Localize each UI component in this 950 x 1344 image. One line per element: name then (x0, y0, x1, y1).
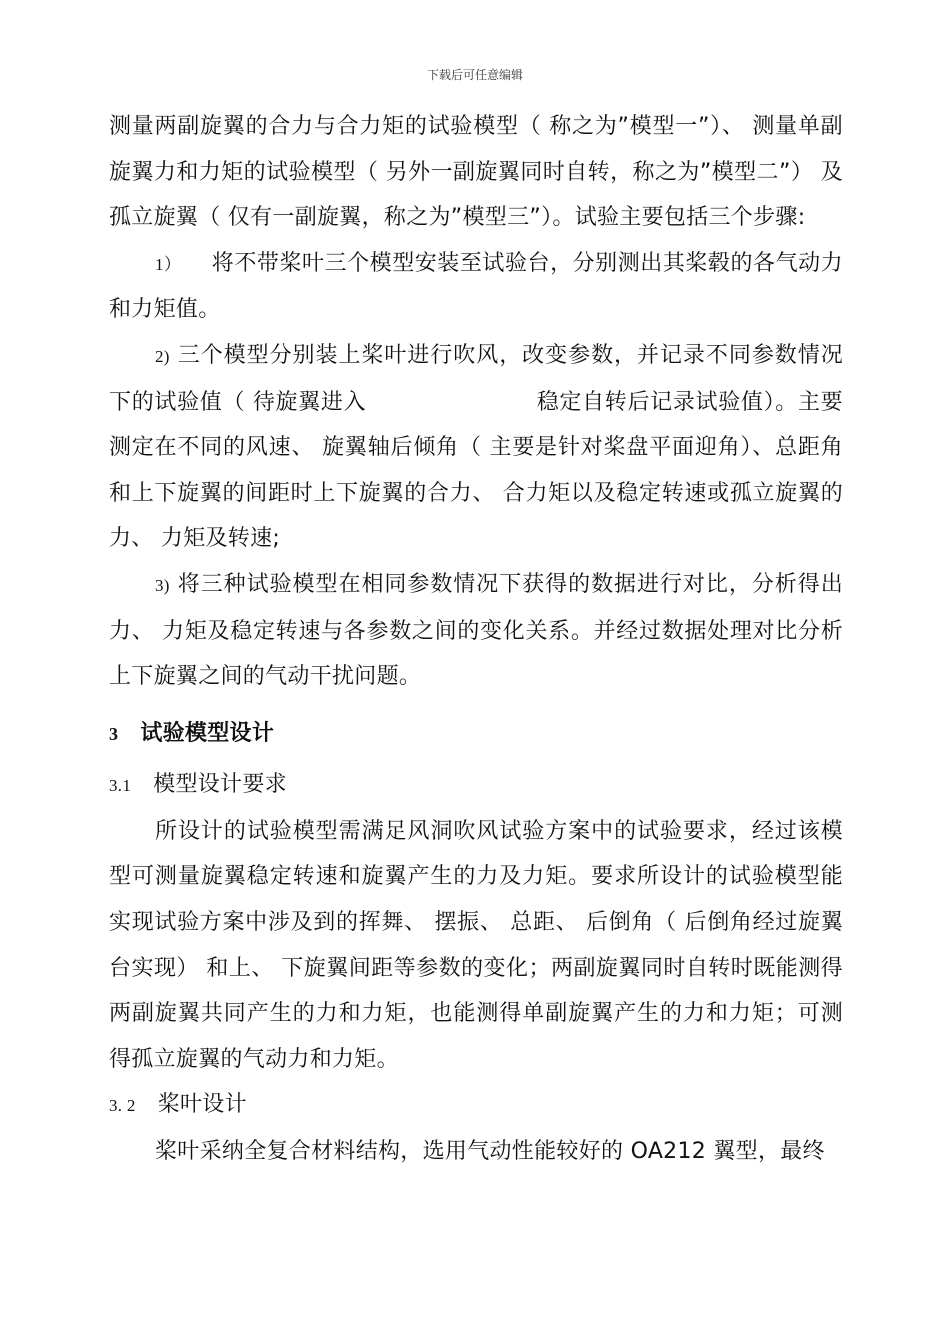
step-3-number: 3) (155, 575, 170, 595)
paragraph-models: 测量两副旋翼的合力与合力矩的试验模型（ 称之为”模型一”）、 测量单副旋翼力和力矩的试验模型（ 另外一副旋翼同时自转，称之为”模型二”） 及孤立旋翼（ 仅有一副旋翼，称之为”模型三”）。试验主要包括三个步骤: (109, 114, 843, 231)
section-3-heading (109, 706, 843, 762)
step-1-number: 1） (155, 254, 182, 274)
section-3-1-number: 3.1 (109, 775, 132, 795)
step-3 (109, 562, 843, 700)
step-2 (109, 333, 843, 562)
section-3-1-title: 模型设计要求 (153, 771, 287, 797)
section-3-2-heading (109, 1082, 843, 1129)
section-3-title: 试验模型设计 (140, 720, 275, 746)
paragraph-blade: 桨叶采纳全复合材料结构，选用气动性能较好的 OA212 翼型，最终 (155, 1139, 825, 1165)
section-3-2-number: 3. 2 (109, 1096, 136, 1116)
step-2-number: 2) (155, 346, 170, 366)
step-3-text: 将三种试验模型在相同参数情况下获得的数据进行对比，分析得出力、 力矩及稳定转速与各参数之间的变化关系。并经过数据处理对比分析上下旋翼之间的气动干扰问题。 (109, 571, 844, 690)
step-1-text: 将不带桨叶三个模型安装至试验台，分别测出其桨毂的各气动力和力矩值。 (109, 250, 843, 323)
step-1 (109, 241, 843, 333)
step-2-text-a: 三个模型分别装上桨叶进行吹风，改变参数，并记录不同参数情况下的试验值（ 待旋翼进入 (109, 342, 844, 415)
page-header: 下载后可任意编辑 (426, 68, 523, 82)
step-2-text-b: 稳定自转后记录试验值）。主要测定在不同的风速、 旋翼轴后倾角（ 主要是针对桨盘平面迎角）、总距角和上下旋翼的间距时上下旋翼的合力、 合力矩以及稳定转速或孤立旋翼的力、 力矩及转速; (109, 389, 843, 552)
document-body (109, 104, 843, 1175)
section-3-1-heading (109, 762, 843, 809)
section-3-2-title: 桨叶设计 (157, 1092, 247, 1118)
section-3-number: 3 (109, 723, 119, 744)
paragraph-requirements: 所设计的试验模型需满足风洞吹风试验方案中的试验要求，经过该模型可测量旋翼稳定转速和旋翼产生的力及力矩。要求所设计的试验模型能实现试验方案中涉及到的挥舞、 摆振、 总距、 后倒角（ 后倒角经过旋翼台实现） 和上、 下旋翼间距等参数的变化；两副旋翼同时自转时既能测得两副旋翼共同产生的力和力矩，也能测得单副旋翼产生的力和力矩；可测得孤立旋翼的气动力和力矩。 (109, 818, 843, 1072)
